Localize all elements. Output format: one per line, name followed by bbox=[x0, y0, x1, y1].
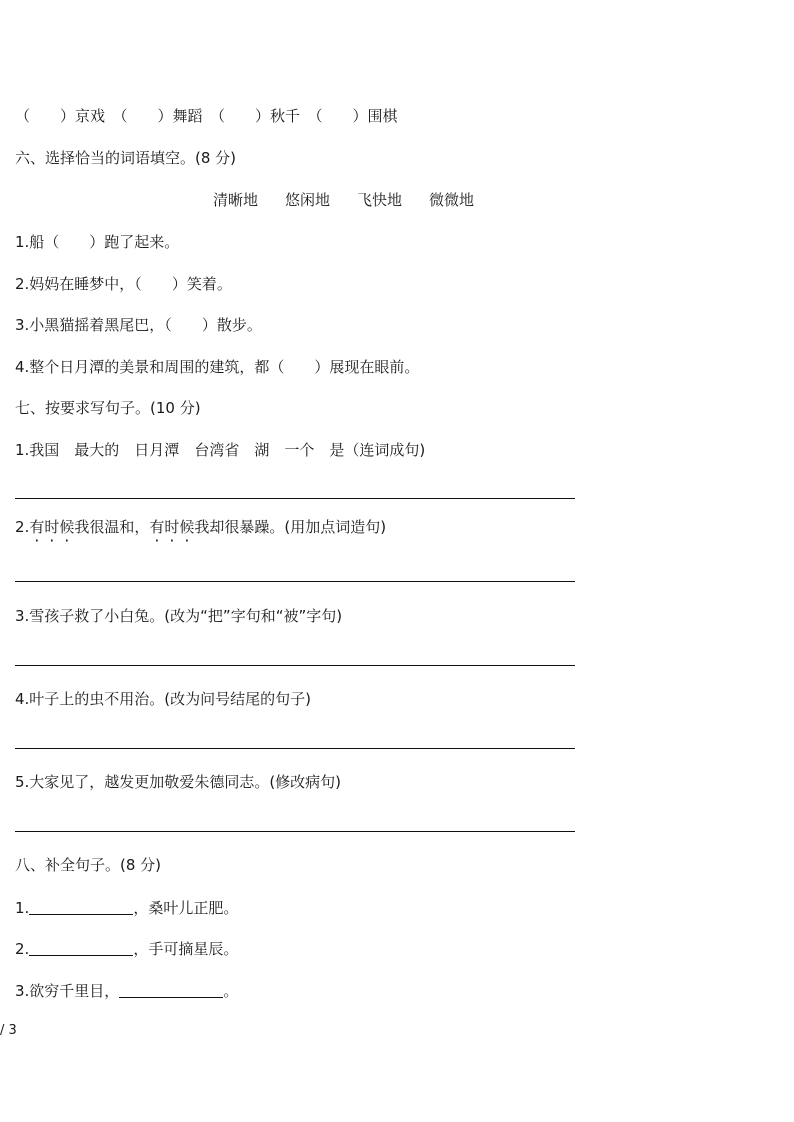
answer-line-3[interactable] bbox=[15, 665, 575, 666]
word-option-1: 清晰地 bbox=[213, 191, 259, 209]
section6-item-1: 1.船（ ）跑了起来。 bbox=[15, 233, 180, 251]
emphasis-char: 时 bbox=[164, 518, 180, 536]
q2-prefix: 2. bbox=[15, 518, 30, 536]
item-end: 。 bbox=[223, 982, 239, 1000]
item-text: ，手可摘星辰。 bbox=[133, 940, 239, 958]
item-text: 3.欲穷千里目， bbox=[15, 982, 120, 1000]
item-number: 2. bbox=[15, 940, 30, 958]
emphasis-char: 有 bbox=[29, 518, 45, 536]
answer-line-1[interactable] bbox=[15, 498, 575, 499]
section6-item-2: 2.妈妈在睡梦中，（ ）笑着。 bbox=[15, 275, 232, 293]
emphasis-char: 候 bbox=[59, 518, 75, 536]
section6-item-3: 3.小黑猫摇着黑尾巴，（ ）散步。 bbox=[15, 316, 262, 334]
fill-blank-1[interactable] bbox=[29, 899, 133, 915]
section6-item-4: 4.整个日月潭的美景和周围的建筑，都（ ）展现在眼前。 bbox=[15, 358, 420, 376]
q2-middle: 我很温和， bbox=[74, 518, 150, 536]
section6-heading: 六、选择恰当的词语填空。(8 分) bbox=[15, 149, 237, 167]
item-number: 1. bbox=[15, 899, 30, 917]
word-option-3: 飞快地 bbox=[357, 191, 403, 209]
section5-options-row: （ ）京戏 （ ）舞蹈 （ ）秋千 （ ）围棋 bbox=[15, 107, 398, 125]
q2-suffix: 我却很暴躁。(用加点词造句) bbox=[194, 518, 387, 536]
section8-item-1 bbox=[15, 898, 238, 918]
fill-blank-3[interactable] bbox=[119, 982, 223, 998]
section7-question-4: 4.叶子上的虫不用治。(改为问号结尾的句子) bbox=[15, 690, 312, 708]
section8-heading: 八、补全句子。(8 分) bbox=[15, 856, 162, 874]
word-option-4: 微微地 bbox=[429, 191, 475, 209]
section8-item-2 bbox=[15, 939, 238, 959]
section7-question-2 bbox=[15, 517, 386, 537]
answer-line-4[interactable] bbox=[15, 748, 575, 749]
emphasis-char: 有 bbox=[149, 518, 165, 536]
word-option-2: 悠闲地 bbox=[285, 191, 331, 209]
answer-line-5[interactable] bbox=[15, 831, 575, 832]
section7-heading: 七、按要求写句子。(10 分) bbox=[15, 399, 201, 417]
page-number: / 3 bbox=[0, 1023, 17, 1038]
section7-question-5: 5.大家见了，越发更加敬爱朱德同志。(修改病句) bbox=[15, 773, 342, 791]
emphasis-char: 候 bbox=[179, 518, 195, 536]
item-text: ，桑叶儿正肥。 bbox=[133, 899, 239, 917]
fill-blank-2[interactable] bbox=[29, 940, 133, 956]
section7-question-1: 1.我国 最大的 日月潭 台湾省 湖 一个 是（连词成句) bbox=[15, 441, 426, 459]
answer-line-2[interactable] bbox=[15, 581, 575, 582]
section8-item-3 bbox=[15, 981, 238, 1001]
emphasis-char: 时 bbox=[44, 518, 60, 536]
section7-question-3: 3.雪孩子救了小白兔。(改为“把”字句和“被”字句) bbox=[15, 607, 343, 625]
